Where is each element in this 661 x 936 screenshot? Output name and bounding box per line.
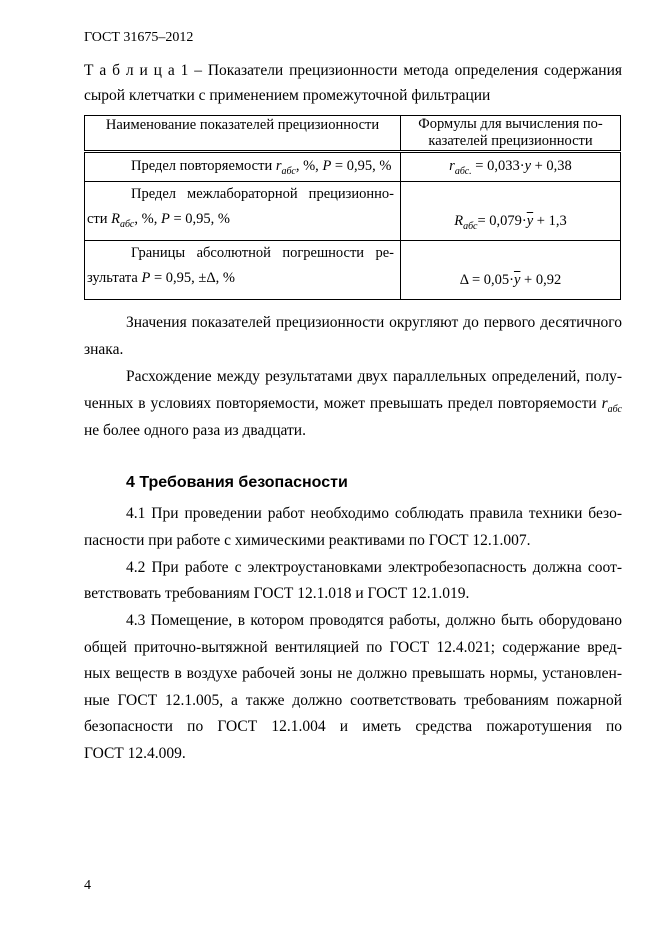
precision-table [84,115,621,300]
row-name-cell: Предел межлабораторной прецизионно- сти $R_{абс}$, %, P = 0,95, % [85,182,401,241]
table-row [85,182,621,241]
paragraph-4-3-line-3: ных веществ в воздухе рабочей зоны не должно превышать нормы, установлен- [84,665,622,682]
table-caption-line-2: сырой клетчатки с применением промежуточной фильтрации [84,87,491,104]
row-name-cell: Предел повторяемости $r_{абс}$, %, P = 0,95, % [85,152,401,182]
row-formula-cell: $\Delta = 0,05\cdot\overline{y} + 0,92$ [401,241,621,300]
paragraph-4-1-line-2: пасности при работе с химическими реактивами по ГОСТ 12.1.007. [84,532,531,549]
table-caption-line-1: Т а б л и ц а 1 – Показатели прецизионности метода определения содержания [84,62,622,79]
section-heading: 4 Требования безопасности [126,474,348,491]
paragraph-4-3-line-1: 4.3 Помещение, в котором проводятся работы, должно быть оборудовано [126,612,622,629]
paragraph-4-3-line-5: безопасности по ГОСТ 12.1.004 и иметь средства пожаротушения по [84,718,622,735]
row-formula-cell: $R_{абс}= 0,079\cdot\overline{y} + 1,3$ [401,182,621,241]
paragraph-4-2-line-2: ветствовать требованиям ГОСТ 12.1.018 и ГОСТ 12.1.019. [84,585,470,602]
paragraph-4-2-line-1: 4.2 При работе с электроустановками электробезопасность должна соот- [126,559,622,576]
paragraph-4-3-line-2: общей приточно-вытяжной вентиляцией по ГОСТ 12.4.021; содержание вред- [84,639,622,656]
row-formula-cell: $r_{абс.} = 0,033\cdot y + 0,38$ [401,152,621,182]
paragraph-4-3-line-6: ГОСТ 12.4.009. [84,745,186,762]
column-header-formula: Формулы для вычисления по- казателей прецизионности [401,116,621,152]
column-header-name: Наименование показателей прецизионности [85,116,401,152]
document-code: ГОСТ 31675–2012 [84,30,194,45]
paragraph-4-3-line-4: ные ГОСТ 12.1.005, а также должно соответствовать требованиям пожарной [84,692,622,709]
note-repeatability-line-3: не более одного раза из двадцати. [84,422,306,439]
note-rounding-line-1: Значения показателей прецизионности округляют до первого десятичного [126,314,622,331]
table-header-row [85,116,621,152]
page-number: 4 [84,878,91,893]
note-repeatability-line-2: ченных в условиях повторяемости, может превышать предел повторяемости $r_{абс}$ [84,395,622,416]
row-name-cell: Границы абсолютной погрешности ре- зультата P = 0,95, ±Δ, % [85,241,401,300]
note-repeatability-line-1: Расхождение между результатами двух параллельных определений, полу- [126,368,622,385]
table-row [85,241,621,300]
table-row [85,152,621,182]
paragraph-4-1-line-1: 4.1 При проведении работ необходимо соблюдать правила техники безо- [126,505,622,522]
note-rounding-line-2: знака. [84,341,124,358]
